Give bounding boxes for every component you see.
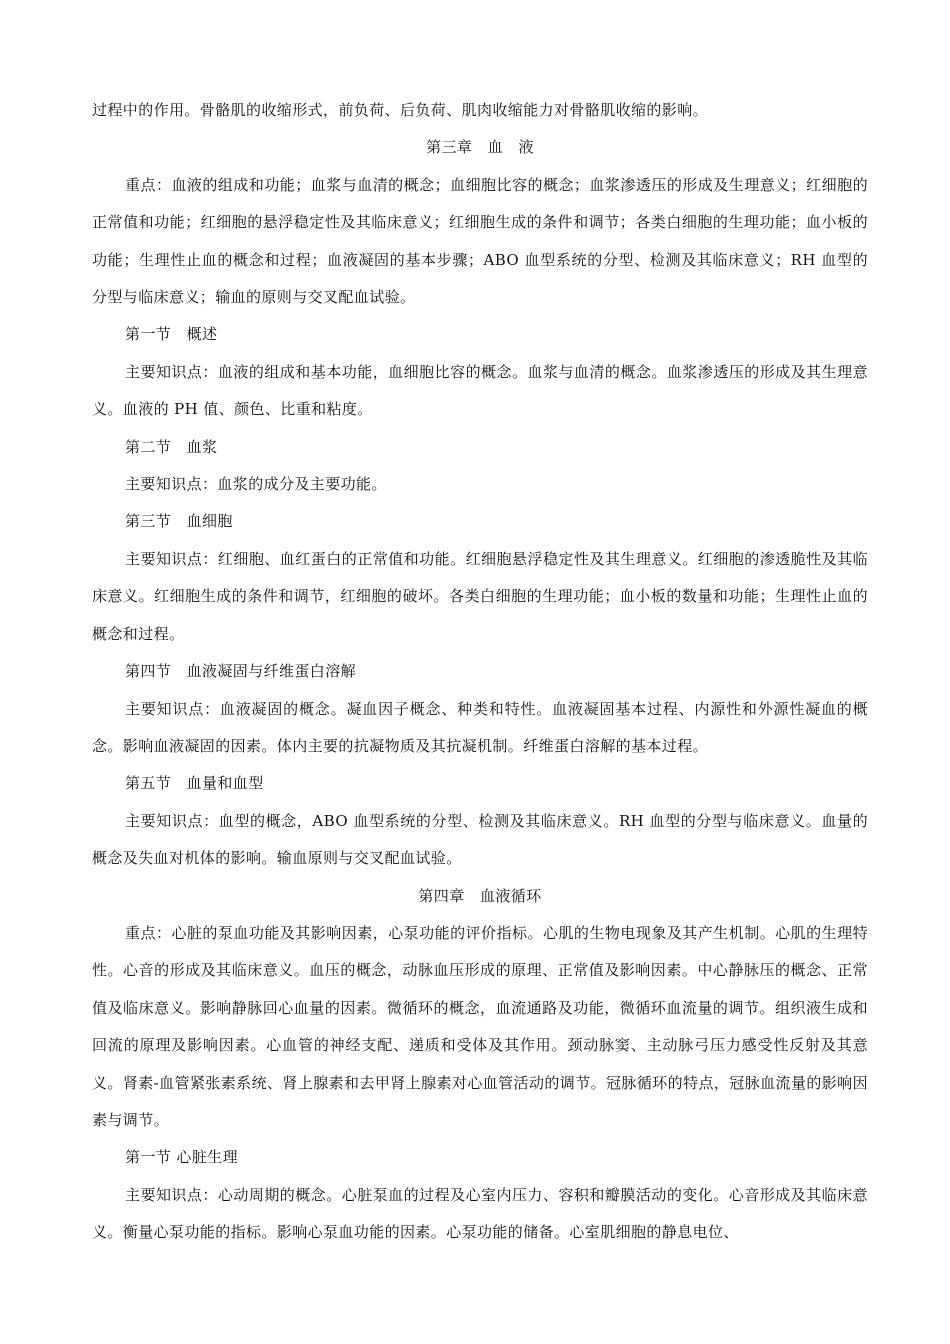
- paragraph: 过程中的作用。骨骼肌的收缩形式，前负荷、后负荷、肌肉收缩能力对骨骼肌收缩的影响。: [92, 101, 709, 119]
- chapter-heading: 第四章 血液循环: [418, 886, 542, 905]
- section-heading: 第五节 血量和血型: [125, 774, 264, 793]
- section-heading: 第一节 概述: [125, 325, 218, 344]
- knowledge-points-paragraph: 主要知识点：血液的组成和基本功能，血细胞比容的概念。血浆与血清的概念。血浆渗透压的形成及其生理意义。血液的 PH 值、颜色、比重和粘度。: [92, 362, 868, 419]
- knowledge-points-paragraph: 主要知识点：红细胞、血红蛋白的正常值和功能。红细胞悬浮稳定性及其生理意义。红细胞的渗透脆性及其临床意义。红细胞生成的条件和调节，红细胞的破坏。各类白细胞的生理功能；血小板的数量和功能；生理性止血的概念和过程。: [92, 549, 868, 643]
- knowledge-points-paragraph: 主要知识点：血浆的成分及主要功能。: [125, 475, 387, 494]
- key-points-paragraph: 重点：血液的组成和功能；血浆与血清的概念；血细胞比容的概念；血浆渗透压的形成及生理意义；红细胞的正常值和功能；红细胞的悬浮稳定性及其临床意义；红细胞生成的条件和调节；各类白细胞的生理功能；血小板的功能；生理性止血的概念和过程；血液凝固的基本步骤；ABO 血型系统的分型、检测及其临床意义；RH 血型的分型与临床意义；输血的原则与交叉配血试验。: [92, 175, 868, 307]
- key-points-paragraph: 重点：心脏的泵血功能及其影响因素，心泵功能的评价指标。心肌的生物电现象及其产生机制。心肌的生理特性。心音的形成及其临床意义。血压的概念，动脉血压形成的原理、正常值及影响因素。中心静脉压的概念、正常值及临床意义。影响静脉回心血量的因素。微循环的概念，血流通路及功能，微循环血流量的调节。组织液生成和回流的原理及影响因素。心血管的神经支配、递质和受体及其作用。颈动脉窦、主动脉弓压力感受性反射及其意义。肾素-血管紧张素系统、肾上腺素和去甲肾上腺素对心血管活动的调节。冠脉循环的特点，冠脉血流量的影响因素与调节。: [92, 923, 868, 1129]
- section-heading: 第三节 血细胞: [125, 512, 233, 531]
- chapter-heading: 第三章 血 液: [426, 138, 534, 157]
- knowledge-points-paragraph: 主要知识点：血型的概念，ABO 血型系统的分型、检测及其临床意义。RH 血型的分型与临床意义。血量的概念及失血对机体的影响。输血原则与交叉配血试验。: [92, 811, 868, 868]
- section-heading: 第一节 心脏生理: [125, 1148, 238, 1167]
- knowledge-points-paragraph: 主要知识点：心动周期的概念。心脏泵血的过程及心室内压力、容积和瓣膜活动的变化。心音形成及其临床意义。衡量心泵功能的指标。影响心泵血功能的因素。心泵功能的储备。心室肌细胞的静息电位、: [92, 1185, 868, 1242]
- section-heading: 第二节 血浆: [125, 437, 218, 456]
- section-heading: 第四节 血液凝固与纤维蛋白溶解: [125, 662, 357, 681]
- knowledge-points-paragraph: 主要知识点：血液凝固的概念。凝血因子概念、种类和特性。血液凝固基本过程、内源性和外源性凝血的概念。影响血液凝固的因素。体内主要的抗凝物质及其抗凝机制。纤维蛋白溶解的基本过程。: [92, 699, 868, 755]
